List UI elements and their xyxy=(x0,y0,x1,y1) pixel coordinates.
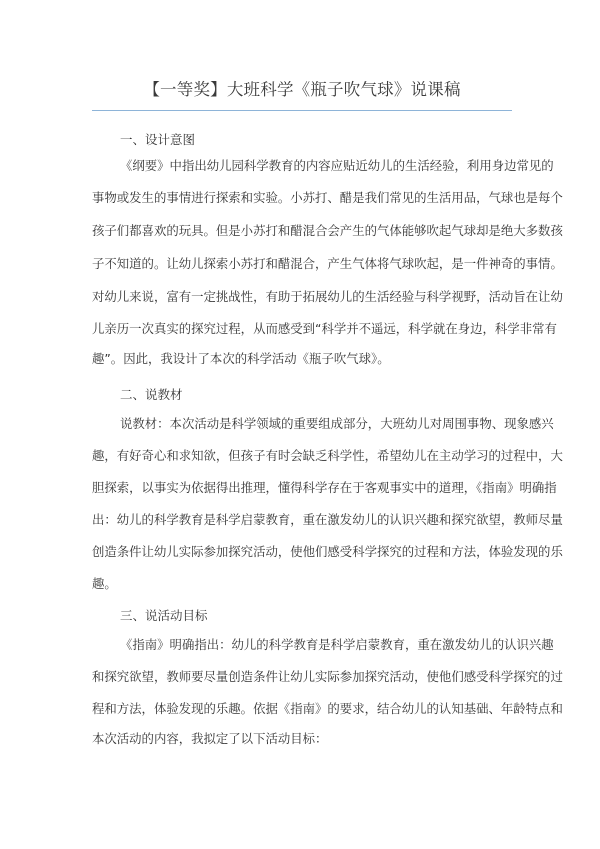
paragraph-line: 趣。 xyxy=(92,576,117,591)
document-title: 【一等奖】大班科学《瓶子吹气球》说课稿 xyxy=(143,80,461,99)
section-heading-teaching-material: 二、说教材 xyxy=(120,387,183,402)
paragraph-line: 孩子们都喜欢的玩具。但是小苏打和醋混合会产生的气体能够吹起气球却是绝大多数孩 xyxy=(92,223,563,238)
paragraph-line: 趣，有好奇心和求知欲，但孩子有时会缺乏科学性，希望幼儿在主动学习的过程中，大 xyxy=(92,448,563,463)
paragraph-line: 趣”。因此，我设计了本次的科学活动《瓶子吹气球》。 xyxy=(92,351,390,366)
paragraph-line: 出：幼儿的科学教育是科学启蒙教育，重在激发幼儿的认识兴趣和探究欲望，教师尽量 xyxy=(92,512,563,527)
paragraph-line: 创造条件让幼儿实际参加探究活动，使他们感受科学探究的过程和方法，体验发现的乐 xyxy=(92,544,563,559)
paragraph-line: 本次活动的内容，我拟定了以下活动目标： xyxy=(92,731,328,746)
section-heading-design-intent: 一、设计意图 xyxy=(120,132,196,147)
paragraph-line: 《指南》明确指出：幼儿的科学教育是科学启蒙教育，重在激发幼儿的认识兴趣 xyxy=(120,637,554,652)
paragraph-line: 儿亲历一次真实的探究过程，从而感受到“科学并不遥远，科学就在身边，科学非常有 xyxy=(92,321,557,336)
paragraph-line: 《纲要》中指出幼儿园科学教育的内容应贴近幼儿的生活经验，利用身边常见的 xyxy=(120,158,554,173)
paragraph-line: 程和方法，体验发现的乐趣。依据《指南》的要求，结合幼儿的认知基础、年龄特点和 xyxy=(92,701,563,716)
paragraph-line: 对幼儿来说，富有一定挑战性，有助于拓展幼儿的生活经验与科学视野，活动旨在让幼 xyxy=(92,289,563,304)
paragraph-line: 和探究欲望，教师要尽量创造条件让幼儿实际参加探究活动，使他们感受科学探究的过 xyxy=(92,669,563,684)
section-heading-activity-goals: 三、说活动目标 xyxy=(120,608,208,623)
title-divider xyxy=(92,110,512,111)
paragraph-line: 事物或发生的事情进行探索和实验。小苏打、醋是我们常见的生活用品，气球也是每个 xyxy=(92,190,563,205)
paragraph-line: 胆探索，以事实为依据得出推理，懂得科学存在于客观事实中的道理，《指南》明确指 xyxy=(92,480,557,495)
paragraph-line: 说教材：本次活动是科学领域的重要组成部分，大班幼儿对周围事物、现象感兴 xyxy=(120,416,554,431)
paragraph-line: 子不知道的。让幼儿探索小苏打和醋混合，产生气体将气球吹起，是一件神奇的事情。 xyxy=(92,256,563,271)
